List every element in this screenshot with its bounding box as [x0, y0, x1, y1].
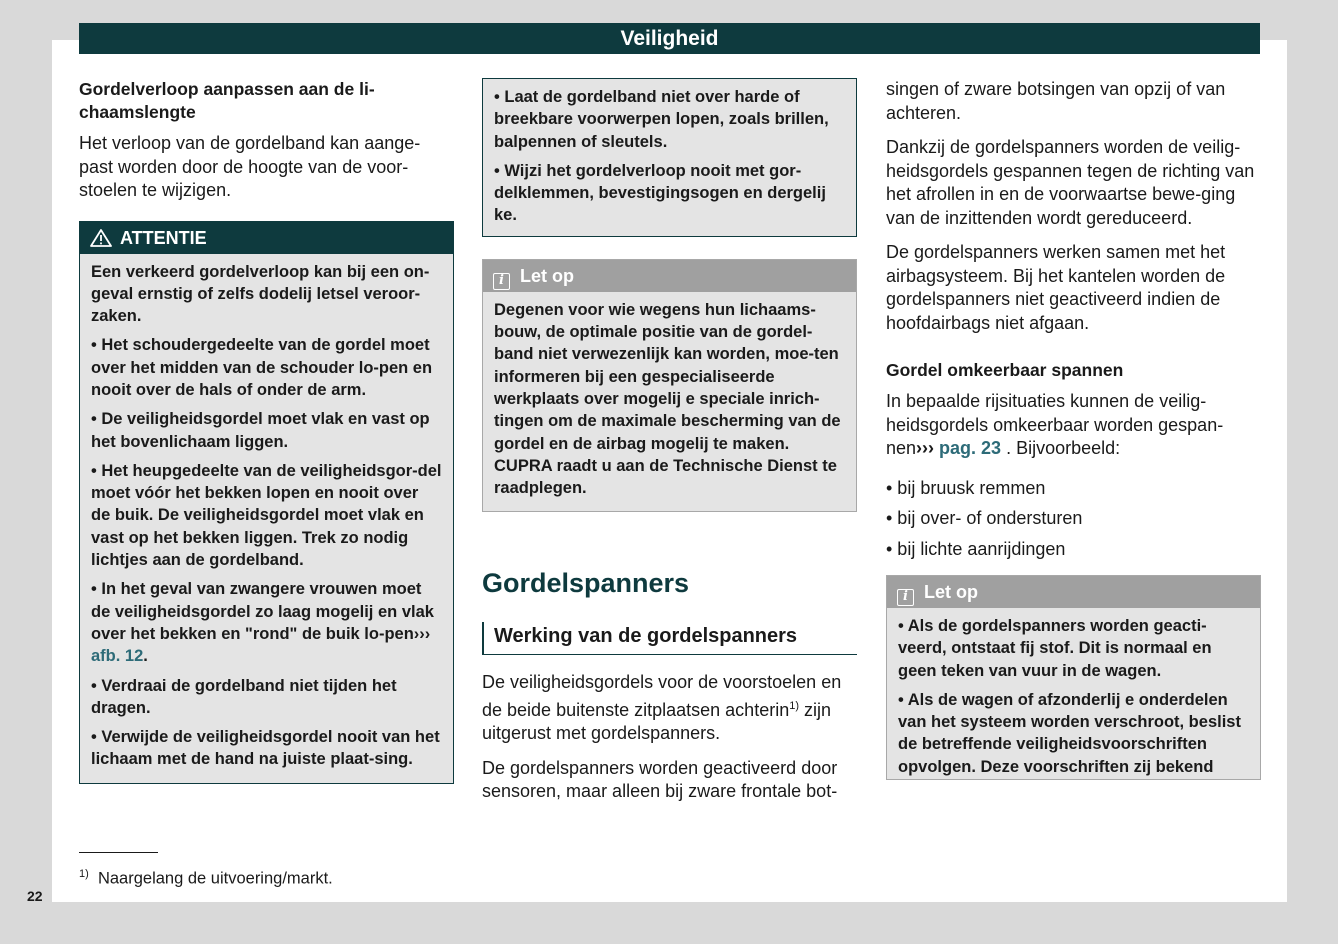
paragraph: De gordelspanners werken samen met het airbagsysteem. Bij het kantelen worden de gordelspanners niet geactiveerd indien de hoofdairbags niet afgaan.: [886, 242, 1226, 333]
paragraph: singen of zware botsingen van opzij of van achteren.: [886, 79, 1226, 123]
note-box: [482, 259, 857, 513]
section-title: Gordelspanners: [482, 568, 690, 599]
intro-paragraph: Het verloop van de gordelband kan aange-past worden door de hoogte van de voor-stoelen te wijzigen.: [79, 133, 421, 200]
chapter-header: Veiligheid: [79, 23, 1260, 54]
attention-lead: Een verkeerd gordelverloop kan bij een on-geval ernstig of zelfs dodelij letsel veroor-zaken.: [91, 262, 430, 326]
reference-arrows: ›››: [916, 438, 935, 458]
column-left: [79, 78, 454, 784]
footnote-text: Naargelang de uitvoering/markt.: [97, 869, 333, 888]
section-heading: Gordelverloop aanpassen aan de li-chaamslengte: [79, 79, 375, 122]
footnote-mark: 1): [79, 868, 89, 880]
info-icon: i: [897, 589, 914, 606]
note-header: [483, 260, 856, 292]
page-number: 22: [27, 888, 43, 904]
list-item: [91, 578, 442, 667]
paragraph-text: . Bijvoorbeeld:: [1001, 438, 1121, 458]
note-title: Let op: [924, 582, 978, 602]
attention-body: [80, 254, 453, 783]
list-item: • Het heupgedeelte van de veiligheidsgor-del moet vóór het bekken lopen en nooit over de buik. De veiligheidsgordel moet vlak en vast op het bekken liggen. Trek zo nodig lichtjes aan de gordelband.: [91, 461, 442, 570]
info-icon: i: [493, 273, 510, 290]
paragraph: De gordelspanners worden geactiveerd door sensoren, maar alleen bij zware frontale bot-: [482, 757, 838, 802]
column-middle: [482, 78, 857, 815]
attention-box: [79, 221, 454, 784]
note-body: [483, 292, 856, 512]
bullet-list: [886, 477, 1261, 562]
subsection-title: Werking van de gordelspanners: [482, 622, 857, 655]
page-link[interactable]: pag. 23: [939, 438, 1002, 458]
paragraph-text: In bepaalde rijsituaties kunnen de veilig-heidsgordels omkeerbaar worden gespan-nen: [886, 391, 1224, 458]
attention-title: ATTENTIE: [120, 227, 207, 248]
list-item: • De veiligheidsgordel moet vlak en vast op het bovenlichaam liggen.: [91, 410, 430, 451]
column-right: [886, 78, 1261, 780]
list-item: • bij lichte aanrijdingen: [886, 538, 1066, 559]
list-item: • bij bruusk remmen: [886, 477, 1046, 498]
note-title: Let op: [520, 265, 574, 286]
reference-arrows: ›››: [413, 624, 431, 643]
note-header: [887, 576, 1260, 608]
note-body: [887, 608, 1260, 780]
footnote-ref: 1): [789, 699, 799, 712]
list-item: • Het schoudergedeelte van de gordel moet over het midden van de schouder lo-pen en nooit over de hals of onder de arm.: [91, 336, 433, 399]
figure-link[interactable]: afb. 12: [91, 647, 144, 666]
warning-continuation-box: [482, 78, 857, 237]
paragraph: [886, 390, 1261, 461]
list-item: • Laat de gordelband niet over harde of breekbare voorwerpen lopen, zoals brillen, balpennen of sleutels.: [494, 88, 829, 151]
paragraph: Dankzij de gordelspanners worden de veilig-heidsgordels gespannen tegen de richting van het afrollen in en de voorwaartse bewe-ging van de inzittenden wordt gereduceerd.: [886, 137, 1255, 228]
warning-triangle-icon: [90, 225, 112, 257]
paragraph: [482, 671, 857, 746]
footnote-divider: [79, 852, 158, 853]
attention-header: [80, 222, 453, 254]
list-item: • Als de gordelspanners worden geacti-veerd, ontstaat fij stof. Dit is normaal en geen teken van vuur in de wagen.: [898, 617, 1212, 680]
footnote: [79, 868, 333, 889]
section-heading: Gordel omkeerbaar spannen: [886, 360, 1124, 380]
paragraph-text: De veiligheidsgordels voor de voorstoelen en de beide buitenste zitplaatsen achterin: [482, 672, 842, 720]
paragraph-text: zijn uitgerust met gordelspanners.: [482, 699, 832, 744]
list-item: • Verdraai de gordelband niet tijden het dragen.: [91, 676, 397, 717]
list-item: • bij over- of ondersturen: [886, 508, 1083, 528]
pregnant-text: • In het geval van zwangere vrouwen moet de veiligheidsgordel zo laag mogelij en vlak over het bekken en "rond" de buik lo-pen: [91, 580, 434, 643]
note-text: Degenen voor wie wegens hun lichaams-bouw, de optimale positie van de gordel-band niet verwezenlijk kan worden, moe-ten informeren bij een gespecialiseerde werkplaats over mogelij e speciale inrich-tingen om de maximale bescherming van de gordel en de airbag mogelij te maken. CUPRA raadt u aan de Technische Dienst te raadplegen.: [494, 300, 841, 498]
list-item: • Wijzi het gordelverloop nooit met gor-delklemmen, bevestigingsogen en dergelij ke.: [494, 161, 826, 225]
list-item: • Als de wagen of afzonderlij e onderdelen van het systeem worden verschroot, beslist de betreffende veiligheidsvoorschriften opvolgen. Deze voorschriften zij bekend: [898, 690, 1241, 776]
note-box: [886, 575, 1261, 780]
pregnant-end: .: [143, 647, 148, 666]
list-item: • Verwijde de veiligheidsgordel nooit van het lichaam met de hand na juiste plaat-sing.: [91, 728, 440, 769]
